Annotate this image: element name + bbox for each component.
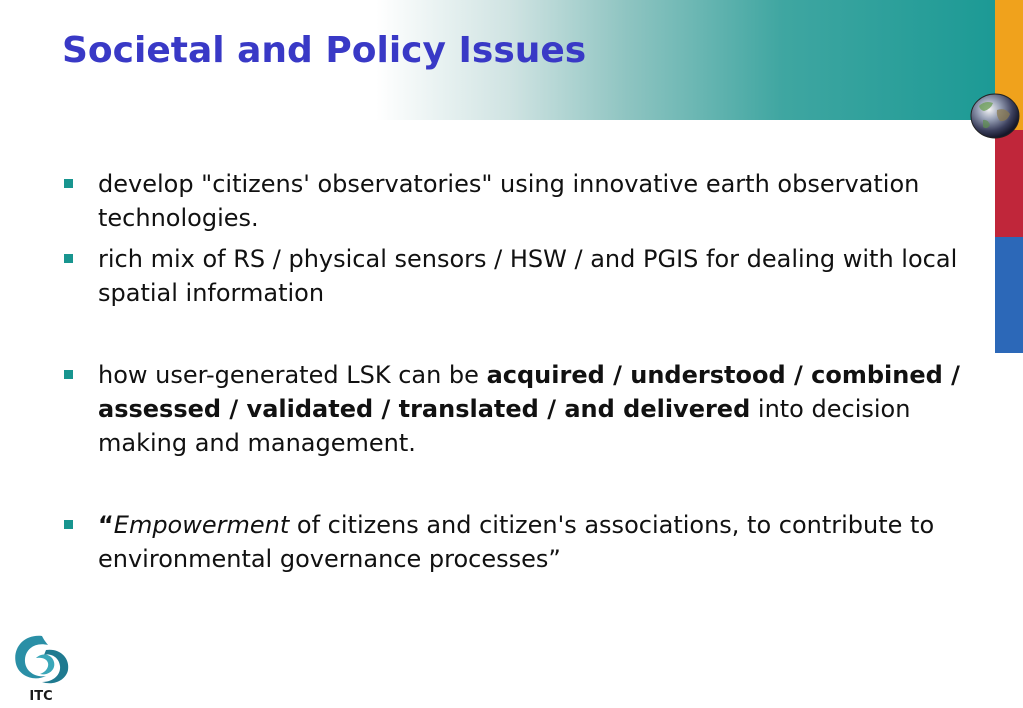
bullet-item — [62, 358, 972, 460]
accent-strip-blue — [995, 237, 1023, 353]
globe-icon — [969, 92, 1021, 140]
bullet-item — [62, 508, 972, 576]
bullet-item — [62, 167, 972, 235]
logo-text: ITC — [29, 689, 53, 704]
bullet-list — [62, 167, 972, 576]
bullet-marker — [64, 370, 73, 379]
bullet-text: rich mix of RS / physical sensors / HSW / and PGIS for dealing with local spatial information — [98, 245, 958, 307]
bullet-text: develop "citizens' observatories" using innovative earth observation technologies. — [98, 170, 920, 232]
slide-title: Societal and Policy Issues — [62, 30, 587, 71]
bullet-text-post: into decision making and management. — [98, 395, 911, 457]
bullet-marker — [64, 520, 73, 529]
bullet-text-pre: how user-generated LSK can be — [98, 361, 487, 389]
bullet-marker — [64, 254, 73, 263]
bullet-item — [62, 242, 972, 310]
bullet-text-post: of citizens and citizen's associations, to contribute to environmental governance processes” — [98, 511, 935, 573]
itc-logo-icon — [6, 628, 76, 704]
bullet-text-italic: Empowerment — [113, 511, 290, 539]
accent-strip-red — [995, 130, 1023, 237]
bullet-text-bold: acquired / understood / combined / assessed / validated / translated / and delivered — [98, 361, 960, 423]
bullet-marker — [64, 179, 73, 188]
open-quote: “ — [98, 511, 114, 539]
